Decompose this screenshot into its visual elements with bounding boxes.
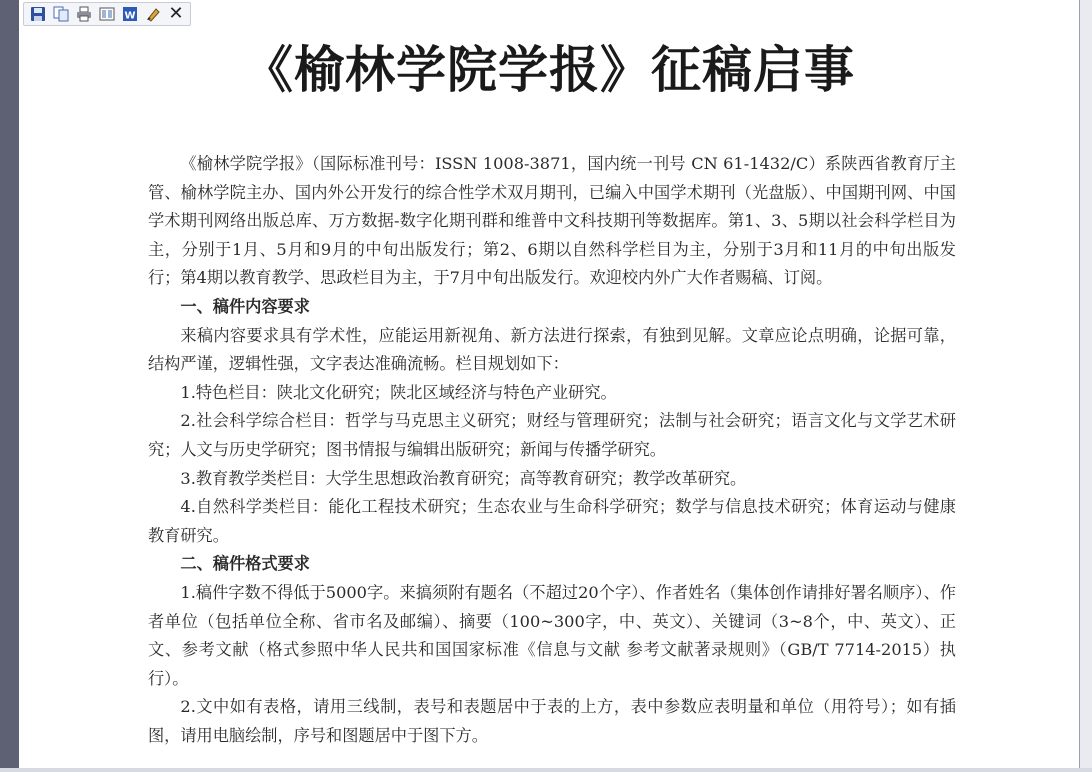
- page-view-icon[interactable]: [97, 4, 117, 24]
- edit-icon[interactable]: [143, 4, 163, 24]
- body-paragraph: 来稿内容要求具有学术性，应能运用新视角、新方法进行探索，有独到见解。文章应论点明确，论据可靠，结构严谨，逻辑性强，文字表达准确流畅。栏目规划如下：: [148, 325, 956, 374]
- body-paragraph: 4.自然科学类栏目：能化工程技术研究；生态农业与生命科学研究；数学与信息技术研究；体育运动与健康教育研究。: [148, 497, 956, 545]
- body-paragraph: 1.特色栏目：陕北文化研究；陕北区域经济与特色产业研究。: [180, 382, 617, 402]
- word-export-icon[interactable]: [120, 4, 140, 24]
- save-icon[interactable]: [28, 4, 48, 24]
- close-icon[interactable]: ✕: [168, 3, 184, 24]
- document-title: 《榆林学院学报》征稿启事: [243, 40, 855, 99]
- print-icon[interactable]: [74, 4, 94, 24]
- section-heading: 一、稿件内容要求: [180, 296, 310, 316]
- body-paragraph: 2.社会科学综合栏目：哲学与马克思主义研究；财经与管理研究；法制与社会研究；语言文化与文学艺术研究；人文与历史学研究；图书情报与编辑出版研究；新闻与传播学研究。: [148, 411, 956, 459]
- viewer-toolbar: [23, 2, 191, 26]
- body-paragraph: 2.文中如有表格，请用三线制，表号和表题居中于表的上方，表中参数应表明量和单位（用符号）；如有插图，请用电脑绘制，序号和图题居中于图下方。: [148, 697, 956, 745]
- section-heading: 二、稿件格式要求: [180, 554, 310, 574]
- svg-text:W: W: [124, 10, 136, 22]
- copy-icon[interactable]: [51, 4, 71, 24]
- vertical-scrollbar[interactable]: [1079, 0, 1092, 772]
- body-paragraph: 1.稿件字数不得低于5000字。来搞须附有题名（不超过20个字）、作者姓名（集体创作请排好署名顺序）、作者单位（包括单位全称、省市名及邮编）、摘要（100~300字，中、英文）、关键词（3~8个，中、英文）、正文、参考文献（格式参照中华人民共和国国家标准《信息与文献 参考文献著录规则》（GB/T 7714-2015）执行）。: [148, 582, 956, 688]
- body-paragraph: 3.教育教学类栏目：大学生思想政治教育研究；高等教育研究；教学改革研究。: [180, 468, 747, 488]
- bottom-border: [0, 768, 1092, 772]
- document-body: [148, 150, 956, 750]
- intro-paragraph: 《榆林学院学报》（国际标准刊号：ISSN 1008-3871，国内统一刊号 CN 61-1432/C）系陕西省教育厅主管、榆林学院主办、国内外公开发行的综合性学术双月期刊，已编入中国学术期刊（光盘版）、中国期刊网、中国学术期刊网络出版总库、万方数据-数字化期刊群和维普中文科技期刊等数据库。第1、3、5期以社会科学栏目为主，分别于1月、5月和9月的中旬出版发行；第2、6期以自然科学栏目为主，分别于3月和11月的中旬出版发行；第4期以教育教学、思政栏目为主，于7月中旬出版发行。欢迎校内外广大作者赐稿、订阅。: [148, 154, 956, 288]
